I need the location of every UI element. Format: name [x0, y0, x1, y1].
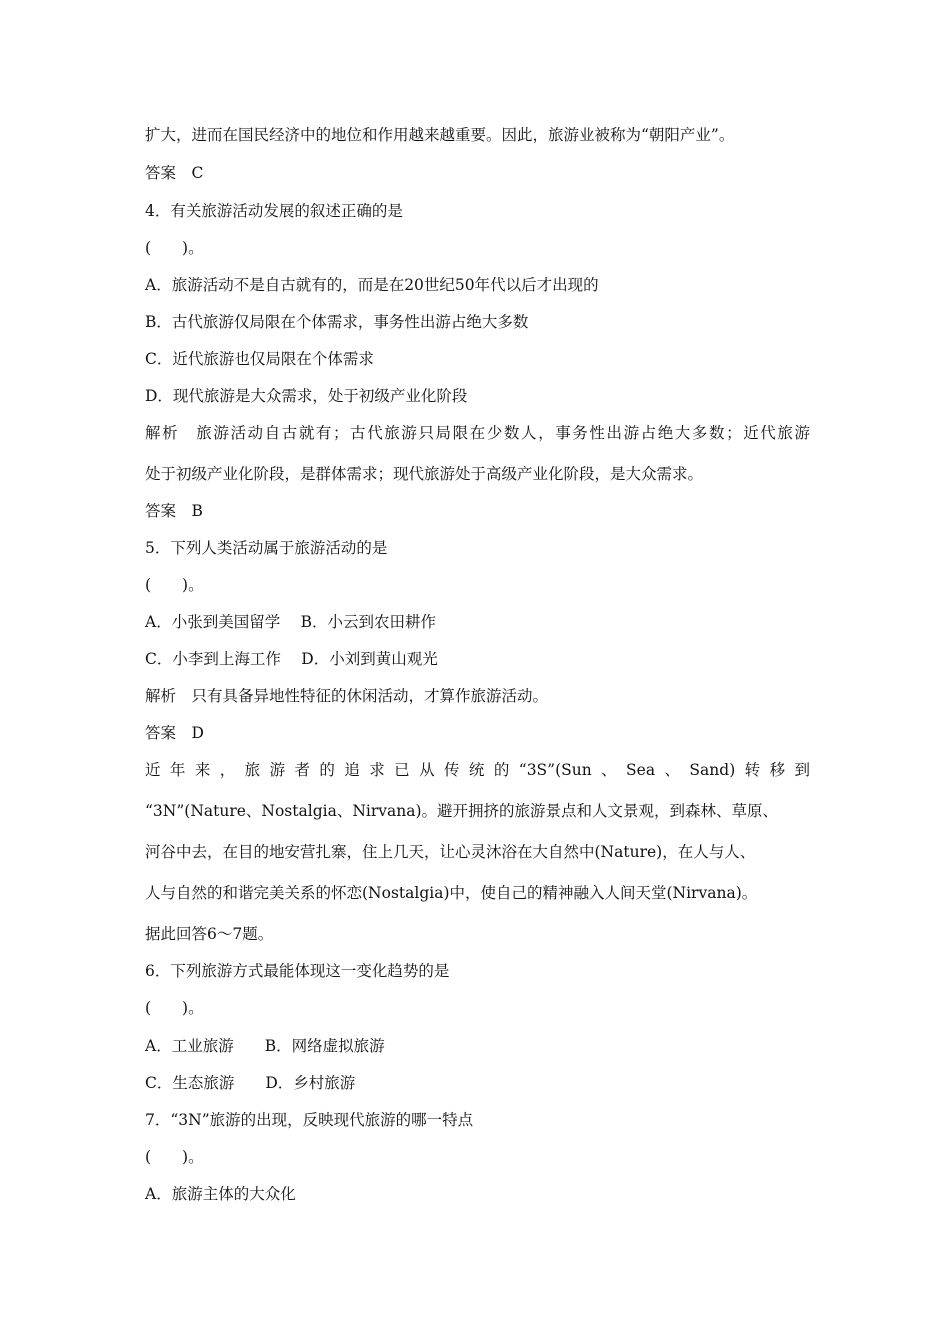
question-4: 4．有关旅游活动发展的叙述正确的是 — [145, 202, 403, 220]
option-d: D．现代旅游是大众需求，处于初级产业化阶段 — [145, 387, 468, 405]
option-a: A．旅游活动不是自古就有的，而是在20世纪50年代以后才出现的 — [145, 276, 599, 294]
text-line: 扩大，进而在国民经济中的地位和作用越来越重要。因此，旅游业被称为“朝阳产业”。 — [145, 126, 735, 144]
analysis-line: 解析 只有具备异地性特征的休闲活动，才算作旅游活动。 — [145, 687, 549, 705]
answer-blank: ( )。 — [145, 999, 204, 1017]
options-cd: C．生态旅游 D．乡村旅游 — [145, 1074, 356, 1092]
options-ab: A．工业旅游 B．网络虚拟旅游 — [145, 1037, 385, 1055]
question-6: 6．下列旅游方式最能体现这一变化趋势的是 — [145, 962, 450, 980]
answer-blank: ( )。 — [145, 1148, 204, 1166]
answer-blank: ( )。 — [145, 239, 204, 257]
passage-line: 河谷中去，在目的地安营扎寨，住上几天，让心灵沐浴在大自然中(Nature)，在人与人、 — [145, 843, 756, 861]
analysis-line: 处于初级产业化阶段，是群体需求；现代旅游处于高级产业化阶段，是大众需求。 — [145, 465, 704, 483]
analysis-line: 解析 旅游活动自古就有；古代旅游只局限在少数人，事务性出游占绝大多数；近代旅游 — [145, 424, 810, 442]
passage-line: “3N”(Nature、Nostalgia、Nirvana)。避开拥挤的旅游景点和人文景观，到森林、草原、 — [145, 802, 779, 820]
option-c: C．近代旅游也仅局限在个体需求 — [145, 350, 374, 368]
question-7: 7．“3N”旅游的出现，反映现代旅游的哪一特点 — [145, 1111, 474, 1129]
option-a: A．旅游主体的大众化 — [145, 1185, 296, 1203]
options-cd: C．小李到上海工作 D．小刘到黄山观光 — [145, 650, 438, 668]
passage-line: 据此回答6～7题。 — [145, 925, 274, 943]
answer-line: 答案 C — [145, 164, 204, 182]
passage-line: 近年来，旅游者的追求已从传统的“3S”(Sun、Sea、Sand)转移到 — [145, 761, 810, 779]
answer-line: 答案 D — [145, 724, 204, 742]
option-b: B．古代旅游仅局限在个体需求，事务性出游占绝大多数 — [145, 313, 529, 331]
question-5: 5．下列人类活动属于旅游活动的是 — [145, 539, 388, 557]
passage-line: 人与自然的和谐完美关系的怀恋(Nostalgia)中，使自己的精神融入人间天堂(Nirvana)。 — [145, 884, 758, 902]
answer-blank: ( )。 — [145, 576, 204, 594]
options-ab: A．小张到美国留学 B．小云到农田耕作 — [145, 613, 437, 631]
answer-line: 答案 B — [145, 502, 203, 520]
